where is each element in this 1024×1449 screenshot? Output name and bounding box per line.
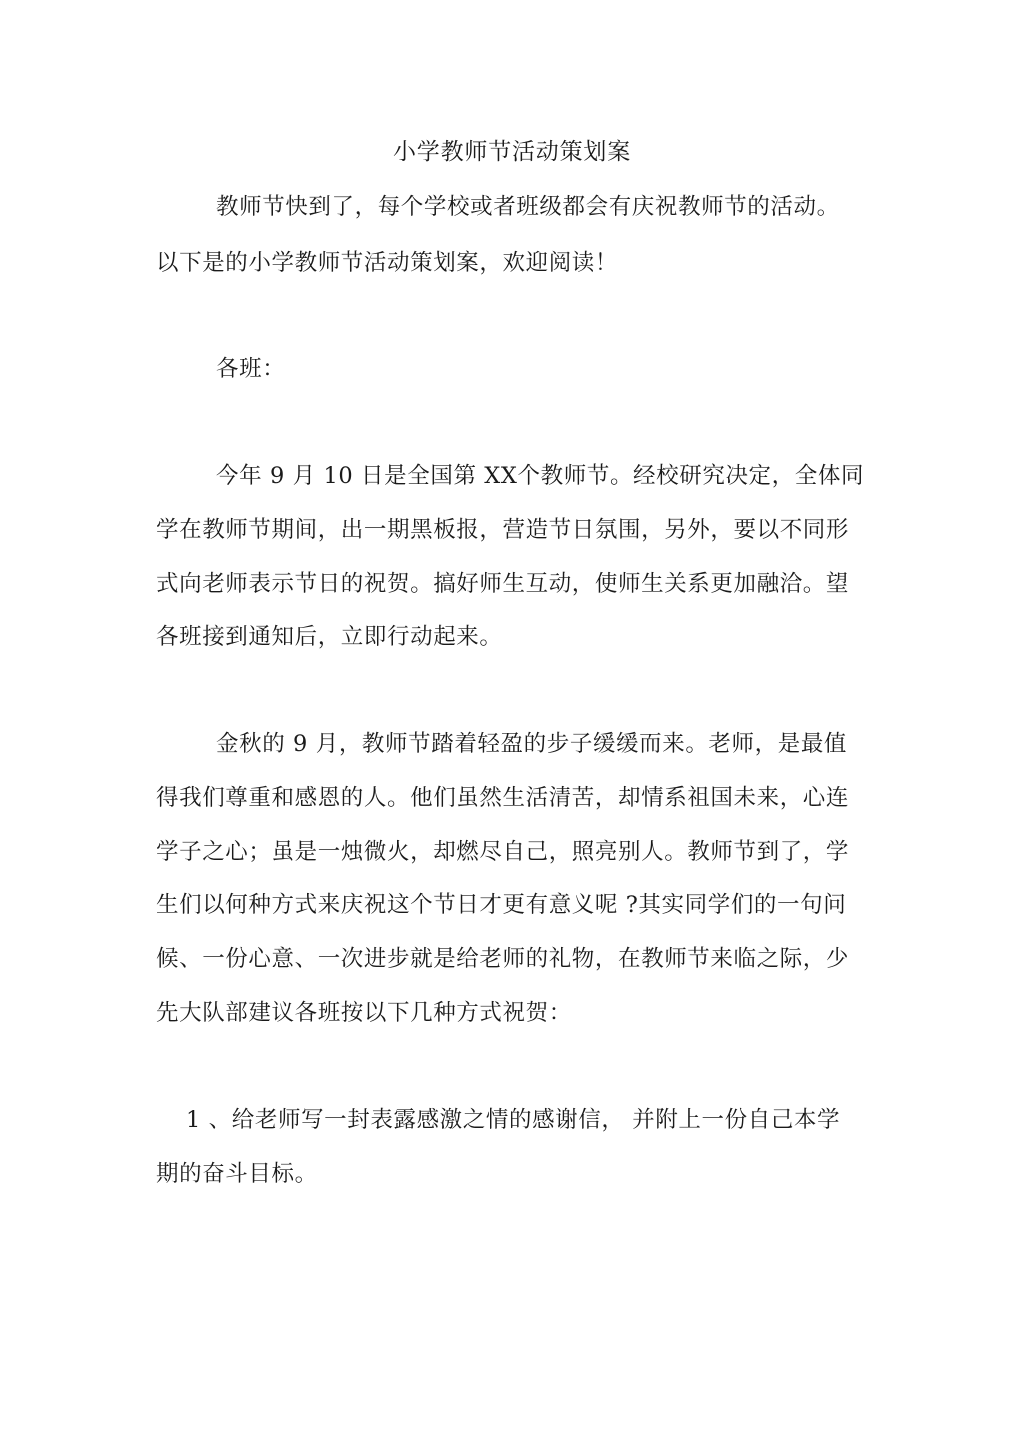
paragraph2-line-4: 生们以何种方式来庆祝这个节日才更有意义呢 ?其实同学们的一句问 — [156, 892, 847, 918]
paragraph2-line-3: 学子之心；虽是一烛微火，却燃尽自己，照亮别人。教师节到了，学 — [156, 839, 850, 865]
paragraph1-line-3: 式向老师表示节日的祝贺。搞好师生互动，使师生关系更加融洽。望 — [156, 571, 850, 597]
paragraph2-line-1: 金秋的 9 月，教师节踏着轻盈的步子缓缓而来。老师，是最值 — [216, 731, 848, 757]
paragraph2-line-6: 先大队部建议各班按以下几种方式祝贺： — [156, 1000, 572, 1026]
document-title: 小学教师节活动策划案 — [393, 139, 631, 165]
item1-line-1: 1 、给老师写一封表露感激之情的感谢信， 并附上一份自己本学 — [186, 1107, 841, 1133]
item1-line-2: 期的奋斗目标。 — [156, 1161, 318, 1187]
paragraph1-line-4: 各班接到通知后，立即行动起来。 — [156, 624, 503, 650]
paragraph1-line-1: 今年 9 月 10 日是全国第 XX个教师节。经校研究决定，全体同 — [216, 463, 865, 489]
salutation: 各班： — [216, 356, 286, 382]
paragraph2-line-2: 得我们尊重和感恩的人。他们虽然生活清苦，却情系祖国未来，心连 — [156, 785, 850, 811]
intro-line-1: 教师节快到了，每个学校或者班级都会有庆祝教师节的活动。 — [216, 194, 840, 220]
paragraph1-line-2: 学在教师节期间，出一期黑板报，营造节日氛围，另外，要以不同形 — [156, 517, 850, 543]
paragraph2-line-5: 候、一份心意、一次进步就是给老师的礼物，在教师节来临之际，少 — [156, 946, 850, 972]
intro-line-2: 以下是的小学教师节活动策划案，欢迎阅读！ — [156, 250, 619, 276]
